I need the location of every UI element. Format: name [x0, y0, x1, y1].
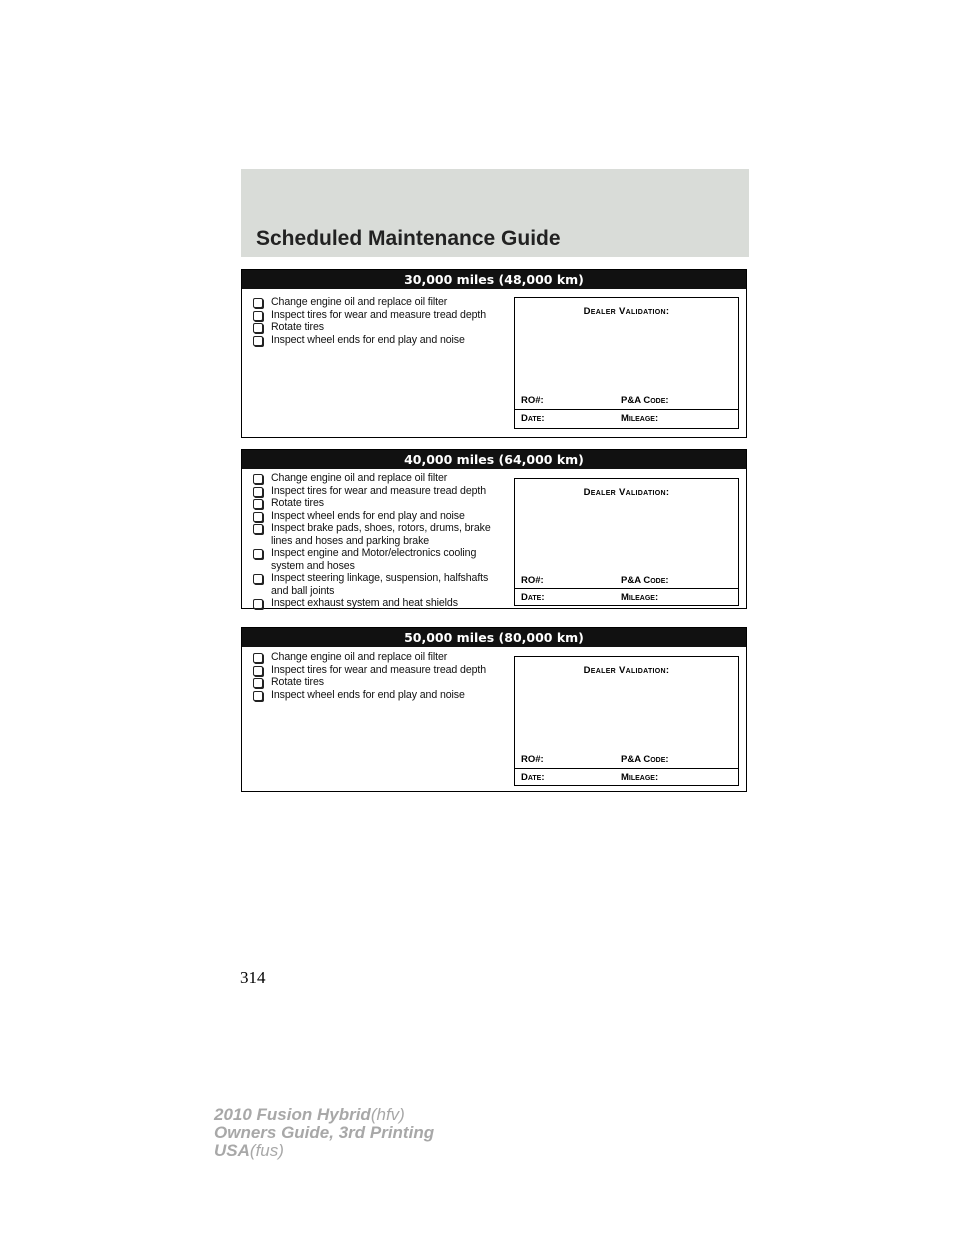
checkbox-icon[interactable]	[253, 499, 263, 509]
ro-pa-row	[521, 754, 732, 766]
task-item[interactable]	[250, 334, 508, 347]
block-title: 50,000 miles (80,000 km)	[242, 628, 746, 647]
task-list	[250, 651, 508, 701]
footer-line-1	[214, 1106, 434, 1124]
task-item[interactable]	[250, 651, 508, 664]
dealer-validation-title: Dealer Validation:	[583, 306, 670, 317]
ro-label: RO#:	[521, 575, 544, 586]
checkbox-icon[interactable]	[253, 599, 263, 609]
ro-label: RO#:	[521, 395, 544, 406]
task-label: Inspect wheel ends for end play and noise	[271, 509, 465, 522]
task-label: Inspect steering linkage, suspension, halfshafts and ball joints	[271, 572, 489, 597]
mileage-label: Mileage:	[621, 772, 659, 783]
task-item[interactable]	[250, 664, 508, 677]
checkbox-icon[interactable]	[253, 691, 263, 701]
ro-pa-row	[521, 575, 732, 587]
task-label: Change engine oil and replace oil filter	[271, 296, 448, 308]
dealer-validation-box	[514, 297, 739, 429]
date-mileage-row	[521, 592, 732, 604]
footer-line-2: Owners Guide, 3rd Printing	[214, 1123, 435, 1142]
task-label: Inspect brake pads, shoes, rotors, drums, brake lines and hoses and parking brake	[271, 522, 491, 547]
task-label: Change engine oil and replace oil filter	[271, 472, 448, 484]
validation-divider	[515, 588, 738, 589]
task-list	[250, 296, 508, 346]
task-label: Change engine oil and replace oil filter	[271, 651, 448, 663]
dealer-validation-box	[514, 656, 739, 786]
checkbox-icon[interactable]	[253, 549, 263, 559]
checkbox-icon[interactable]	[253, 678, 263, 688]
task-item[interactable]	[250, 522, 508, 547]
footer-model-code: (hfv)	[370, 1105, 405, 1124]
maintenance-block-30000	[241, 269, 747, 438]
checkbox-icon[interactable]	[253, 653, 263, 663]
task-item[interactable]	[250, 497, 508, 510]
date-label: Date:	[521, 772, 545, 783]
dealer-validation-title: Dealer Validation:	[583, 487, 670, 498]
checkbox-icon[interactable]	[253, 487, 263, 497]
block-title: 40,000 miles (64,000 km)	[242, 450, 746, 469]
ro-pa-row	[521, 395, 732, 407]
document-footer	[214, 1106, 434, 1160]
checkbox-icon[interactable]	[253, 574, 263, 584]
pa-code-label: P&A Code:	[621, 754, 669, 765]
date-mileage-row	[521, 413, 732, 425]
task-item[interactable]	[250, 510, 508, 523]
footer-market-code: (fus)	[249, 1141, 284, 1160]
footer-market: USA	[214, 1141, 250, 1160]
pa-code-label: P&A Code:	[621, 575, 669, 586]
task-item[interactable]	[250, 689, 508, 702]
date-label: Date:	[521, 592, 545, 603]
checkbox-icon[interactable]	[253, 336, 263, 346]
task-label: Inspect engine and Motor/electronics cooling system and hoses	[271, 547, 477, 572]
task-item[interactable]	[250, 676, 508, 689]
task-item[interactable]	[250, 597, 508, 610]
block-title: 30,000 miles (48,000 km)	[242, 270, 746, 289]
pa-code-label: P&A Code:	[621, 395, 669, 406]
checkbox-icon[interactable]	[253, 524, 263, 534]
task-label: Inspect wheel ends for end play and noise	[271, 688, 465, 701]
task-label: Inspect tires for wear and measure tread depth	[271, 663, 487, 676]
task-item[interactable]	[250, 572, 508, 597]
page-title: Scheduled Maintenance Guide	[256, 227, 561, 250]
task-label: Rotate tires	[271, 676, 324, 688]
checkbox-icon[interactable]	[253, 323, 263, 333]
checkbox-icon[interactable]	[253, 298, 263, 308]
mileage-label: Mileage:	[621, 413, 659, 424]
date-label: Date:	[521, 413, 545, 424]
date-mileage-row	[521, 772, 732, 784]
mileage-label: Mileage:	[621, 592, 659, 603]
dealer-validation-box	[514, 478, 739, 606]
task-label: Inspect exhaust system and heat shields	[271, 597, 458, 609]
footer-model: 2010 Fusion Hybrid	[214, 1105, 371, 1124]
checkbox-icon[interactable]	[253, 311, 263, 321]
validation-divider	[515, 768, 738, 769]
page-header	[241, 169, 749, 257]
task-label: Rotate tires	[271, 321, 324, 333]
checkbox-icon[interactable]	[253, 474, 263, 484]
checkbox-icon[interactable]	[253, 666, 263, 676]
task-label: Inspect tires for wear and measure tread depth	[271, 308, 487, 321]
dealer-validation-title: Dealer Validation:	[583, 665, 670, 676]
task-item[interactable]	[250, 472, 508, 485]
footer-line-3	[214, 1142, 434, 1160]
task-label: Inspect tires for wear and measure tread depth	[271, 484, 487, 497]
validation-divider	[515, 409, 738, 410]
task-item[interactable]	[250, 547, 508, 572]
page-number: 314	[240, 968, 266, 987]
task-item[interactable]	[250, 485, 508, 498]
task-list	[250, 472, 508, 610]
task-item[interactable]	[250, 296, 508, 309]
maintenance-block-40000	[241, 449, 747, 609]
maintenance-block-50000	[241, 627, 747, 792]
task-label: Rotate tires	[271, 497, 324, 509]
checkbox-icon[interactable]	[253, 512, 263, 522]
task-item[interactable]	[250, 321, 508, 334]
task-label: Inspect wheel ends for end play and noise	[271, 333, 465, 346]
task-item[interactable]	[250, 309, 508, 322]
ro-label: RO#:	[521, 754, 544, 765]
